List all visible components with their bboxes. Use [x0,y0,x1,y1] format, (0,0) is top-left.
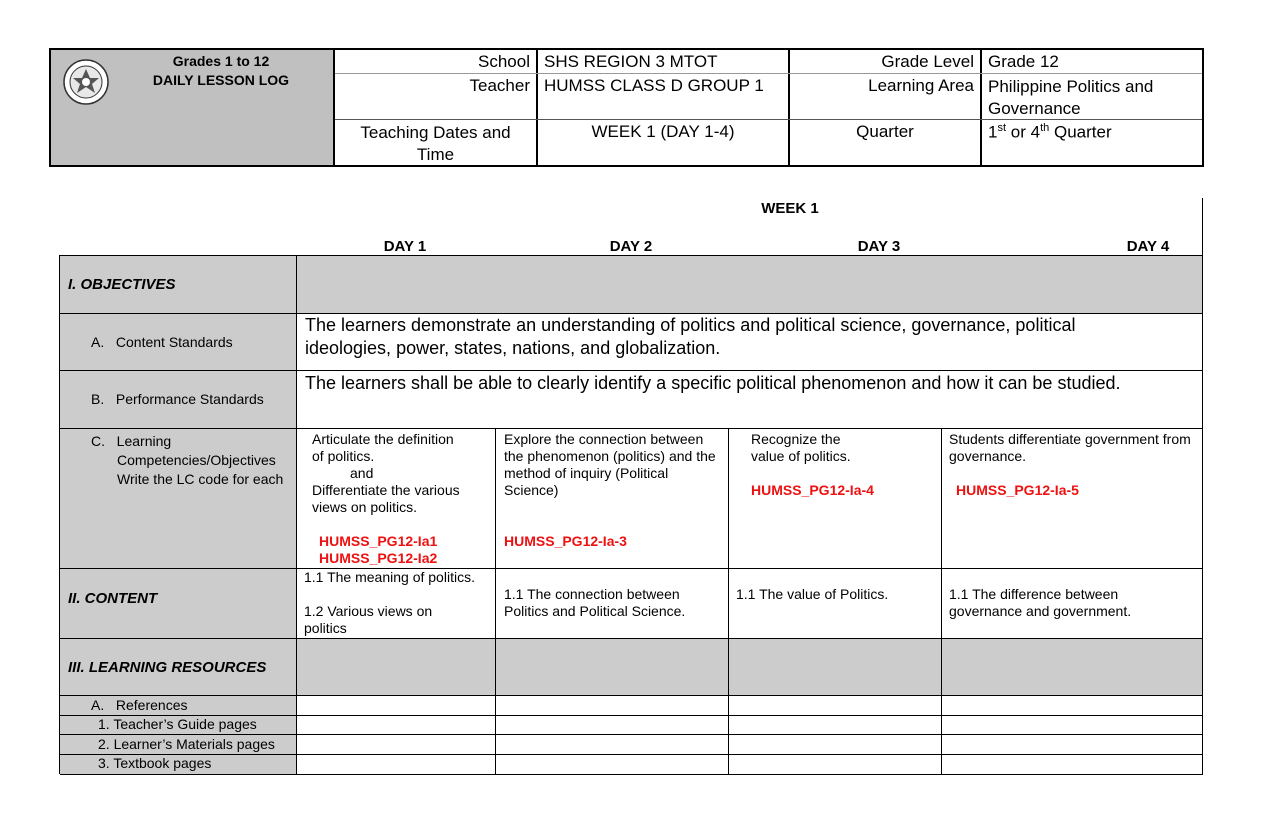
day-3-header: DAY 3 [857,238,901,255]
lc-code-4: HUMSS_PG12-Ia-4 [751,482,874,498]
lc-code-2: HUMSS_PG12-Ia2 [319,550,438,566]
content-day-3: 1.1 The value of Politics. [729,569,942,639]
dates-label: Teaching Dates and Time [360,123,511,164]
dates-value: WEEK 1 (DAY 1-4) [591,122,735,141]
content-day-1: 1.1 The meaning of politics. 1.2 Various views on politics [297,569,496,639]
grade-level-label: Grade Level [881,52,974,71]
learners-materials-row-label: 2. Learner’s Materials pages [60,735,297,755]
quarter-value: 1st or 4th Quarter [988,122,1112,142]
objectives-fill [297,256,1203,314]
week-title: WEEK 1 [761,200,819,217]
teachers-guide-row-label: 1. Teacher’s Guide pages [60,716,297,735]
lc-day-1: Articulate the definition of politics. and Differentiate the various views on politics. HUMSS_PG12-Ia1 HUMSS_PG12-Ia2 [297,429,496,569]
day-1-header: DAY 1 [383,238,427,255]
lc-code-1: HUMSS_PG12-Ia1 [319,533,438,549]
day-4-header: DAY 4 [1126,238,1170,255]
content-day-4: 1.1 The difference between governance and government. [942,569,1203,639]
content-standards-text: The learners demonstrate an understanding of politics and political science, governance, political ideologies, power, states, nations, and globalization. [297,314,1203,371]
lc-code-3: HUMSS_PG12-Ia-3 [504,533,627,549]
lesson-table [59,255,1203,774]
lc-label: C. Learning Competencies/Objectives Write the LC code for each [60,429,297,569]
content-standards-label: A. Content Standards [91,334,233,350]
lc-day-4: Students differentiate government from governance. HUMSS_PG12-Ia-5 [942,429,1203,569]
header-table [49,48,1204,167]
learning-area-label: Learning Area [868,76,974,95]
deped-seal-icon [62,58,110,106]
learning-area-value: Philippine Politics and Governance [988,77,1154,118]
school-value: SHS REGION 3 MTOT [544,52,718,71]
teacher-value: HUMSS CLASS D GROUP 1 [544,76,764,95]
school-label: School [478,52,530,71]
title-line-1: Grades 1 to 12 [172,53,270,69]
content-label: II. CONTENT [68,590,158,607]
learning-resources-label: III. LEARNING RESOURCES [68,659,267,676]
textbook-row-label: 3. Textbook pages [60,755,297,775]
quarter-label: Quarter [856,122,914,141]
references-row-label: A. References [60,696,297,716]
lc-code-5: HUMSS_PG12-Ia-5 [956,482,1079,498]
lc-day-2: Explore the connection between the phenomenon (politics) and the method of inquiry (Political Science) HUMSS_PG12-Ia-3 [496,429,729,569]
grade-level-value: Grade 12 [988,52,1059,71]
content-day-2: 1.1 The connection between Politics and Political Science. [496,569,729,639]
lc-day-3: Recognize the value of politics. HUMSS_PG12-Ia-4 [729,429,942,569]
performance-standards-label: B. Performance Standards [91,391,264,407]
teacher-label: Teacher [469,76,530,95]
title-line-2: DAILY LESSON LOG [152,72,290,88]
performance-standards-text: The learners shall be able to clearly identify a specific political phenomenon and how it can be studied. [297,371,1203,429]
title-block [51,50,333,165]
day-2-header: DAY 2 [609,238,653,255]
objectives-label: I. OBJECTIVES [68,276,176,293]
